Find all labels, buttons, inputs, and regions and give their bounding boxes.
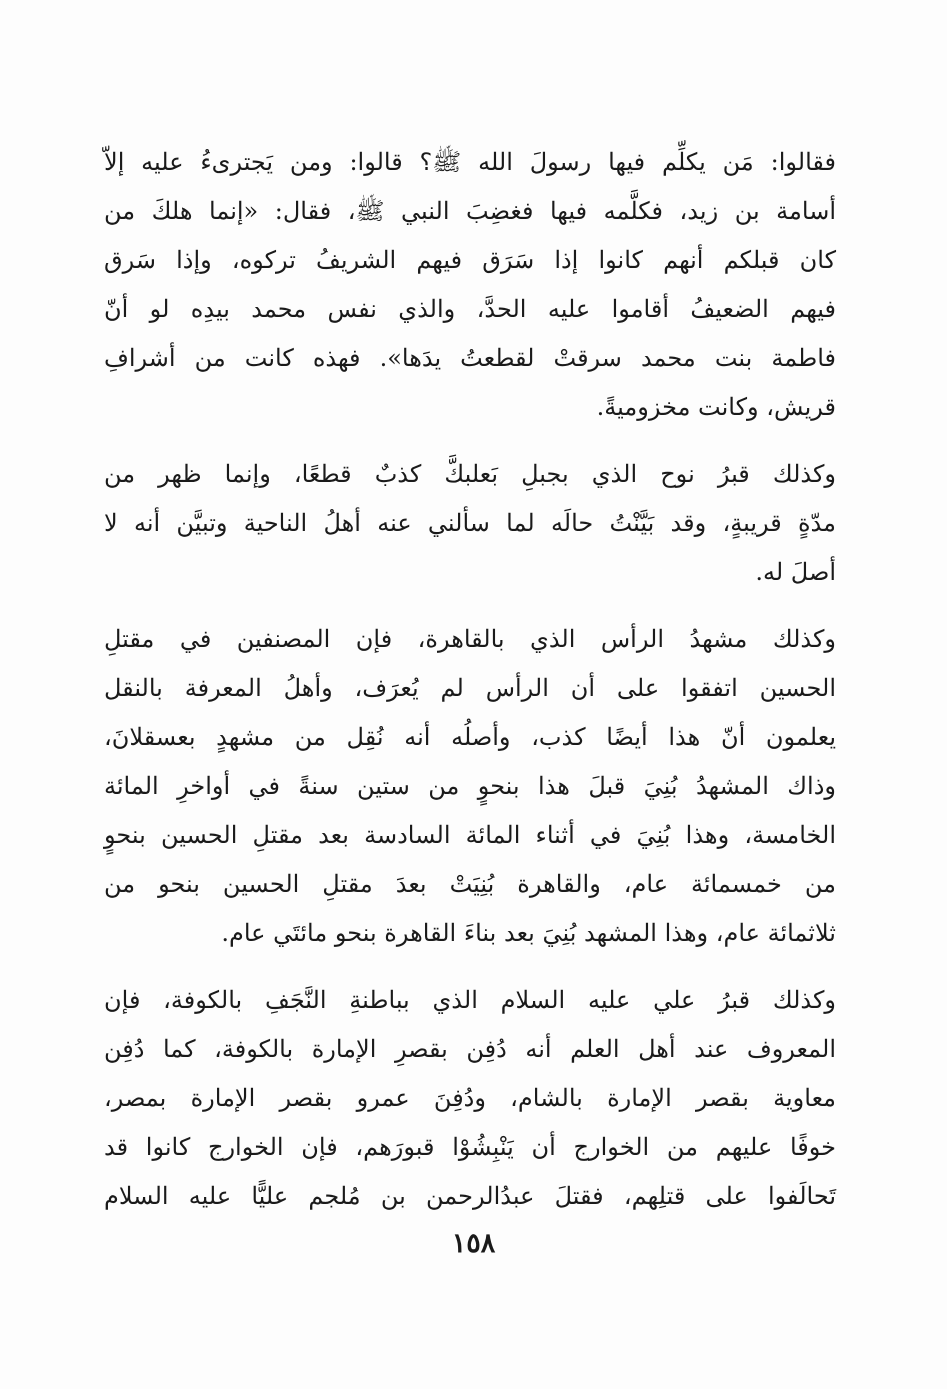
- text-line: أصلَ له.: [755, 558, 836, 586]
- text-line: الخامسة، وهذا بُنِيَ في أثناء المائة السادسة بعد مقتلِ الحسين بنحوٍ: [104, 821, 836, 849]
- text-line: ثلاثمائة عام، وهذا المشهد بُنِيَ بعد بناءَ القاهرة بنحو مائتَي عام.: [221, 919, 836, 947]
- text-line: مدّةٍ قريبةٍ، وقد بَيَّنْتُ حالَه لما سألني عنه أهلُ الناحية وتبيَّن أنه لا: [104, 509, 836, 537]
- paragraph-spacer: [104, 958, 836, 976]
- paragraph-spacer: [104, 432, 836, 450]
- text-line: قريش، وكانت مخزوميةً.: [596, 393, 836, 421]
- text-line: يعلمون أنّ هذا أيضًا كذب، وأصلُه أنه نُقِل من مشهدٍ بعسقلانَ،: [104, 723, 836, 751]
- text-line: فقالوا: مَن يكلِّم فيها رسولَ الله ﷺ؟ قالوا: ومن يَجترىءُ عليه إلاّ: [104, 148, 836, 176]
- paragraph-2: [104, 450, 836, 597]
- text-line: كان قبلكم أنهم كانوا إذا سَرَق فيهم الشريفُ تركوه، وإذا سَرق: [104, 246, 836, 274]
- text-line: تَحالَفوا على قتلِهم، فقتلَ عبدُالرحمن بن مُلجم عليًّا عليه السلام: [104, 1182, 836, 1210]
- text-line: معاوية بقصر الإمارة بالشام، ودُفِنَ عمرو بقصر الإمارة بمصر،: [104, 1084, 836, 1112]
- text-line: أسامة بن زيد، فكلَّمه فيها فغضِبَ النبي ﷺ، فقال: «إنما هلكَ من: [104, 197, 836, 225]
- text-line: خوفًا عليهم من الخوارج أن يَنْبِشُوْا قبورَهم، فإن الخوارج كانوا قد: [104, 1133, 836, 1161]
- paragraph-spacer: [104, 597, 836, 615]
- text-line: وكذلك قبرُ علي عليه السلام الذي بباطنةِ النَّجَفِ بالكوفة، فإن: [104, 986, 836, 1014]
- text-line: وكذلك مشهدُ الرأس الذي بالقاهرة، فإن المصنفين في مقتلِ: [104, 625, 836, 653]
- text-line: من خمسمائة عام، والقاهرة بُنِيَتْ بعدَ مقتلِ الحسين بنحو من: [104, 870, 836, 898]
- text-line: وذاك المشهدُ بُنِيَ قبلَ هذا بنحوٍ من ستين سنةً في أواخرِ المائة: [104, 772, 836, 800]
- paragraph-4: [104, 976, 836, 1221]
- text-line: الحسين اتفقوا على أن الرأس لم يُعرَف، وأهلُ المعرفة بالنقل: [104, 674, 836, 702]
- text-line: فاطمة بنت محمد سرقتْ لقطعتُ يدَها». فهذه كانت من أشرافِ: [104, 344, 836, 372]
- paragraph-3: [104, 615, 836, 958]
- body-text: [104, 138, 836, 1221]
- page-number: ١٥٨: [451, 1228, 496, 1259]
- text-line: المعروف عند أهل العلم أنه دُفِن بقصرِ الإمارة بالكوفة، كما دُفِن: [104, 1035, 836, 1063]
- text-line: وكذلك قبرُ نوح الذي بجبلِ بَعلبكَّ كذبٌ قطعًا، وإنما ظهر من: [104, 460, 836, 488]
- paragraph-1: [104, 138, 836, 432]
- text-line: فيهم الضعيفُ أقاموا عليه الحدَّ، والذي نفس محمد بيدِه لو أنّ: [104, 295, 836, 323]
